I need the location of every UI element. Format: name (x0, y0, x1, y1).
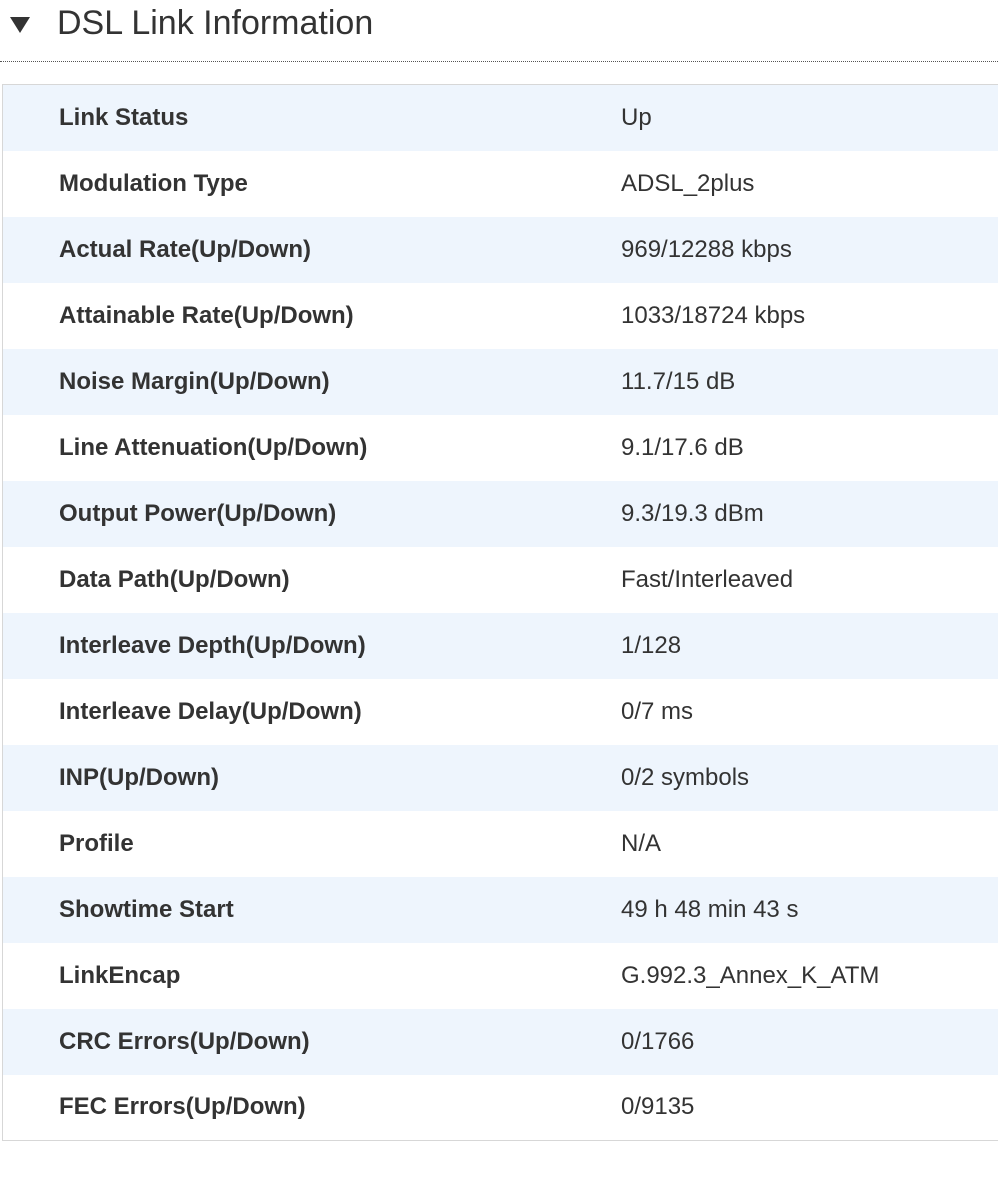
row-value: 969/12288 kbps (621, 235, 792, 263)
row-label: Profile (59, 829, 134, 857)
triangle-down-icon[interactable] (10, 17, 30, 33)
table-row (3, 811, 998, 877)
row-label: Modulation Type (59, 169, 248, 197)
table-row (3, 745, 998, 811)
table-row (3, 481, 998, 547)
row-label: Noise Margin(Up/Down) (59, 367, 330, 395)
section-header-dsl-link-information[interactable] (0, 0, 998, 62)
row-label: INP(Up/Down) (59, 763, 219, 791)
dsl-link-info-table (2, 84, 998, 1141)
table-row (3, 943, 998, 1009)
row-value: 0/1766 (621, 1027, 695, 1055)
row-value: Fast/Interleaved (621, 565, 794, 593)
row-label: Interleave Depth(Up/Down) (59, 631, 366, 659)
table-row (3, 415, 998, 481)
table-row (3, 349, 998, 415)
row-label: Output Power(Up/Down) (59, 499, 337, 527)
table-row (3, 613, 998, 679)
row-value: N/A (621, 829, 662, 857)
row-value: Up (621, 103, 652, 131)
row-label: Showtime Start (59, 895, 234, 923)
table-row (3, 85, 998, 151)
table-row (3, 679, 998, 745)
table-row (3, 547, 998, 613)
row-label: Interleave Delay(Up/Down) (59, 697, 362, 725)
row-value: 0/9135 (621, 1093, 695, 1121)
table-row (3, 877, 998, 943)
section-title: DSL Link Information (57, 4, 374, 42)
row-label: Data Path(Up/Down) (59, 565, 290, 593)
row-label: Actual Rate(Up/Down) (59, 235, 311, 263)
row-label: CRC Errors(Up/Down) (59, 1027, 310, 1055)
row-label: Link Status (59, 103, 189, 131)
row-value: 11.7/15 dB (621, 367, 736, 395)
row-value: 9.3/19.3 dBm (621, 499, 764, 527)
row-value: 1033/18724 kbps (621, 301, 806, 329)
row-value: 49 h 48 min 43 s (621, 895, 799, 923)
row-label: Attainable Rate(Up/Down) (59, 301, 354, 329)
row-value: 0/7 ms (621, 697, 694, 725)
row-label: FEC Errors(Up/Down) (59, 1093, 306, 1121)
table-row (3, 283, 998, 349)
dsl-link-info-table-body (3, 85, 998, 1141)
row-label: Line Attenuation(Up/Down) (59, 433, 368, 461)
row-label: LinkEncap (59, 961, 181, 989)
row-value: G.992.3_Annex_K_ATM (621, 961, 880, 989)
table-row (3, 217, 998, 283)
row-value: 9.1/17.6 dB (621, 433, 744, 461)
row-value: ADSL_2plus (621, 169, 755, 197)
row-value: 1/128 (621, 631, 682, 659)
table-row (3, 1009, 998, 1075)
row-value: 0/2 symbols (621, 763, 750, 791)
table-row (3, 1075, 998, 1141)
table-row (3, 151, 998, 217)
